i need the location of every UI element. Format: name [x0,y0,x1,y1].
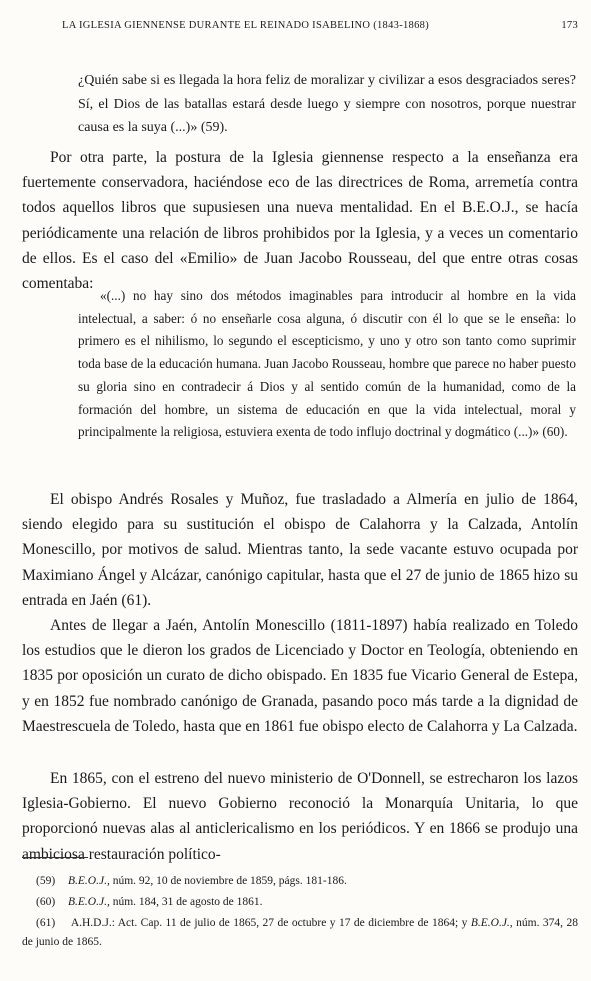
footnote-60 [22,893,578,912]
footnote-source-abbr: B.E.O.J., [68,896,110,908]
footnote-number: (60) [36,896,56,908]
paragraph-text: Por otra parte, la postura de la Iglesia giennense respecto a la enseñanza era fuertemente conservadora, haciéndose eco de las directrices de Roma, arremetía contra todos aquellos libros que supusiesen una nueva mentalidad. En el B.E.O.J., se hacía periódicamente una relación de libros prohibidos por la Iglesia, y a veces un comentario de ellos. Es el caso del «Emilio» de Juan Jacobo Rousseau, del que entre otras cosas comentaba: [22,149,578,293]
paragraph-text: El obispo Andrés Rosales y Muñoz, fue trasladado a Almería en julio de 1864, siendo elegido para su sustitución el obispo de Calahorra y la Calzada, Antolín Monescillo, por motivos de salud. Mientras tanto, la sede vacante estuvo ocupada por Maximiano Ángel y Alcázar, canónigo capitular, hasta que el 27 de junio de 1865 hizo su entrada en Jaén (61). [22,491,578,609]
body-paragraph-4 [22,766,578,867]
page-number: 173 [561,20,578,31]
footnote-source-abbr: B.E.O.J., [68,875,110,887]
body-paragraph-2 [22,487,578,613]
footnote-source-abbr: B.E.O.J., [470,917,513,929]
block-quote-59 [78,69,576,140]
quote-text: ¿Quién sabe si es llegada la hora feliz de moralizar y civilizar a esos desgraciados seres? Sí, el Dios de las batallas estará desde luego y siempre con nosotros, porque nuestrar causa es la suya (...)» (59). [78,73,576,135]
footnote-separator [22,857,88,858]
body-paragraph-3 [22,613,578,739]
footnote-text-before: A.H.D.J.: Act. Cap. 11 de julio de 1865, 27 de octubre y 17 de diciembre de 1864; y [68,917,471,929]
footnote-61 [22,914,578,952]
footnote-number: (59) [36,875,56,887]
footnote-text: núm. 92, 10 de noviembre de 1859, págs. 181-186. [109,875,347,887]
block-quote-60 [78,285,576,444]
quote-text: «(...) no hay sino dos métodos imaginables para introducir al hombre en la vida intelectual, a saber: ó no enseñarle cosa alguna, ó discutir con él lo que se le enseña: lo primero es el nihilismo, lo segundo el escepticismo, y uno y otro son tanto como suprimir toda base de la educación humana. Juan Jacobo Rousseau, hombre que parece no haber puesto su gloria sino en contradecir á Dios y al sentido común de la humanidad, como de la formación del hombre, un sistema de educación en que la vida intelectual, moral y principalmente la religiosa, estuviera exenta de todo influjo doctrinal y dogmático (...)» (60). [78,288,577,440]
footnote-59 [22,872,578,891]
paragraph-text: Antes de llegar a Jaén, Antolín Monescillo (1811-1897) había realizado en Toledo los estudios que le dieron los grados de Licenciado y Doctor en Teología, obteniendo en 1835 por oposición un curato de dicho obispado. En 1835 fue Vicario General de Estepa, y en 1852 fue nombrado canónigo de Granada, pasando poco más tarde a la dignidad de Maestrescuela de Toledo, hasta que en 1861 fue obispo electo de Calahorra y La Calzada. [22,617,578,735]
footnote-text: núm. 374, 28 de junio de 1865. [22,917,579,948]
running-title: LA IGLESIA GIENNENSE DURANTE EL REINADO ISABELINO (1843-1868) [62,20,429,31]
body-paragraph-1 [22,145,578,296]
running-header [62,20,578,36]
footnote-number: (61) [36,917,56,929]
footnote-text: núm. 184, 31 de agosto de 1861. [109,896,263,908]
paragraph-text: En 1865, con el estreno del nuevo ministerio de O'Donnell, se estrecharon los lazos Iglesia-Gobierno. El nuevo Gobierno reconoció la Monarquía Unitaria, lo que proporcionó nuevas alas al anticlericalismo en los periódicos. Y en 1866 se produjo una ambiciosa restauración político- [22,770,578,863]
